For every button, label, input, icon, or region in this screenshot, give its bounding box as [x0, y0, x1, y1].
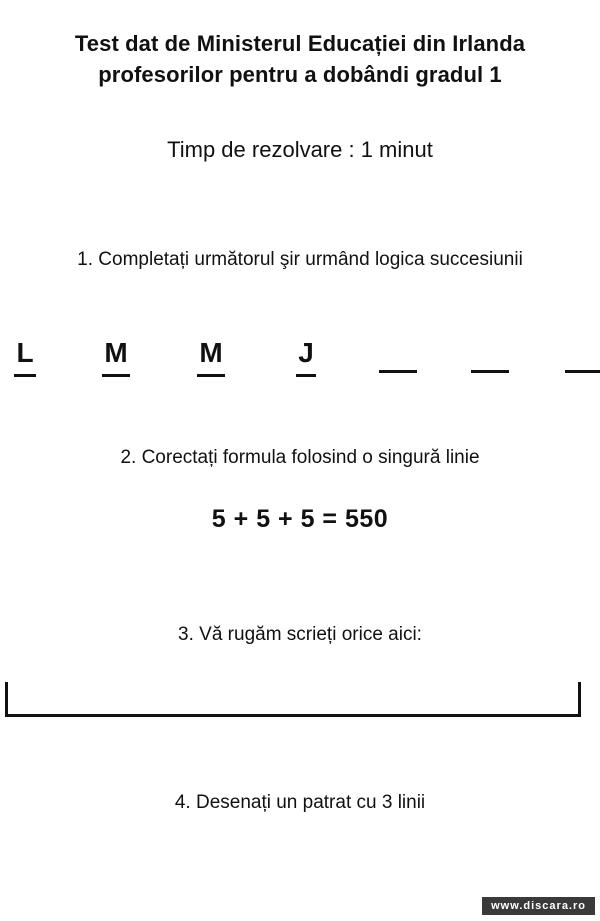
sequence-letter-1 — [5, 336, 45, 377]
question-1-text: 1. Completați următorul şir urmând logica succesiunii — [77, 249, 523, 270]
sequence-letter-2 — [96, 336, 136, 377]
sequence-blank-2[interactable] — [471, 370, 509, 373]
sequence-blank-3[interactable] — [565, 370, 600, 373]
time-allowance-label: Timp de rezolvare : 1 minut — [167, 137, 433, 162]
question-1-sequence — [0, 336, 600, 392]
question-2-formula: 5 + 5 + 5 = 550 — [211, 505, 389, 533]
question-4-text: 4. Desenați un patrat cu 3 linii — [174, 792, 426, 813]
question-3-text: 3. Vă rugăm scrieți orice aici: — [178, 624, 422, 645]
page-title — [0, 28, 600, 90]
sequence-letter-4-glyph: J — [296, 336, 316, 377]
question-3-answer-box[interactable] — [5, 682, 581, 717]
title-line-1: Test dat de Ministerul Educației din Irlanda — [74, 31, 526, 56]
sequence-letter-4 — [286, 336, 326, 377]
sequence-letter-2-glyph: M — [102, 336, 129, 377]
watermark: www.discara.ro — [482, 897, 595, 915]
sequence-blank-1[interactable] — [379, 370, 417, 373]
sequence-letter-3 — [191, 336, 231, 377]
title-line-2: profesorilor pentru a dobândi gradul 1 — [98, 62, 502, 87]
time-allowance — [0, 135, 600, 165]
sequence-letter-3-glyph: M — [197, 336, 224, 377]
sequence-letter-1-glyph: L — [14, 336, 35, 377]
question-2-text: 2. Corectați formula folosind o singură linie — [120, 447, 480, 468]
